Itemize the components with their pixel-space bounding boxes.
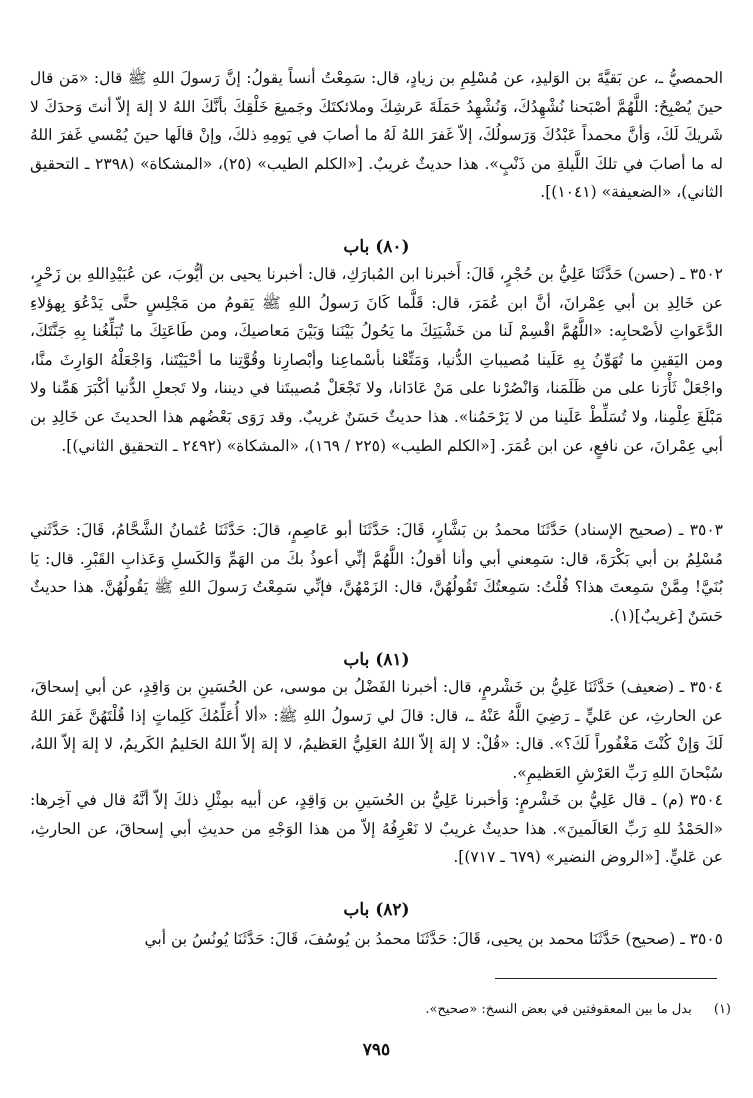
hadith-3504: ٣٥٠٤ ـ (ضعيف) حَدَّثَنَا عَلِيُّ بن خَشْرمٍ، قال: أخبرنا الفَضْلُ بن موسى، عن الحُسَينِ بن وَاقِدٍ، عن أبي إسحاقَ، عن الحارثِ، عن عَليٍّ ـ رَضِيَ اللَّهُ عَنْهُ ـ، قال: قالَ لي رَسولُ اللهِ ﷺ: «ألا أُعَلِّمُكَ كَلِماتٍ إذا قُلْتَهُنَّ غَفرَ اللهُ لَكَ وَإنْ كُنْتَ مَغْفُوراً لَكَ؟». قال: «قُلْ: لا إلهَ إلاّ اللهُ العَلِيُّ العَظيمُ، لا إلهَ إلاّ اللهُ الحَليمُ الكَريمُ، لا إلهَ إلاّ اللهُ، سُبْحانَ اللهِ رَبِّ العَرْشِ العَظيمِ». [30,678,723,782]
hadith-3502: ٣٥٠٢ ـ (حسن) حَدَّثَنَا عَلِيُّ بن حُجْرٍ، قَالَ: أَخبرنا ابن المُبارَكِ، قال: أخبرنا يحيى بن أيُّوبَ، عن عُبَيْدِاللهِ بن زَحْرٍ، عن خَالِدِ بن أبي عِمْرانَ، أنَّ ابن عُمَرَ، قال: قَلَّما كَانَ رَسولُ اللهِ ﷺ يَقومُ من مَجْلِسٍ حتَّى يَدْعُوَ بِهؤلاءِ الدَّعَواتِ لأصْحابِه: «اللَّهُمَّ اقْسِمْ لَنا من خَشْيَتِكَ ما يَحُولُ بَيْنَنا وَبَيْنَ مَعاصيكَ، ومن طَاعَتِكَ ما تُبَلِّغُنا بِهِ جَنَّتَكَ، ومن اليَقينِ ما تُهَوِّنُ بِهِ عَلَينا مُصيباتِ الدُّنيا، وَمَتِّعْنا بأسْماعِنا وأبْصارِنا وقُوَّتِنا ما أحْيَيْتَنا، وَاجْعَلْهُ الوَارِثَ منَّا، واجْعَلْ ثَأْرَنا على من ظَلَمَنا، وَانْصُرْنا على مَنْ عَادَانا، ولا تَجْعَلْ مُصيبتَنا في ديننا، ولا تَجعلِ الدُّنيا أكْبَرَ هَمِّنا ولا مَبْلَغَ عِلْمِنا، ولا تُسَلِّطْ عَلَينا من لا يَرْحَمُنا». هذا حديثٌ حَسَنٌ غريبٌ. وقد رَوَى بَعْضُهم هذا الحديثَ عن خَالِدِ بن أبي عِمْرانَ، عن نافعٍ، عن ابن عُمَرَ. [«الكلم الطيب» (٢٢٥ / ١٦٩)، «المشكاة» (٢٤٩٢ ـ التحقيق الثاني)]. [30,265,723,455]
chapter-heading-81: (٨١) باب [343,650,410,670]
footnote-text: بدل ما بين المعقوفتين في بعض النسخ: «صحيح». [425,1002,692,1017]
hadith-text-continued: الحمصيُّ ـ، عن بَقيَّةَ بن الوَليدِ، عن مُسْلِمِ بن زيادٍ، قال: سَمِعْتُ أنساً يقولُ: إنَّ رَسولَ اللهِ ﷺ قال: «مَن قال حينَ يُصْبِحُ: اللَّهُمَّ أصْبَحنا نُشْهِدُكَ، وَنُشْهِدُ حَمَلَةَ عَرشِكَ وملائكتَكَ وجَميعَ خَلْقِكَ بأنَّكَ اللهُ لا إلهَ إلاّ أنتَ وَحدَكَ لا شَريكَ لَكَ، وَأنَّ محمداً عَبْدُكَ وَرَسولُكَ، إلاّ غَفرَ اللهُ لَهُ ما أصابَ في يَومِهِ ذلكَ، وإنْ قالَها حينَ يُمْسي غَفرَ اللهُ له ما أصابَ في تلكَ اللَّيلةِ من ذَنْبٍ». هذا حديثٌ غريبٌ. [«الكلم الطيب» (٢٥)، «المشكاة» (٢٣٩٨ ـ التحقيق الثاني)، «الضعيفة» (١٠٤١)]. [30,69,724,202]
chapter-heading-80: (٨٠) باب [343,237,410,257]
page-number: ٧٩٥ [362,1040,391,1060]
chapter-heading-82: (٨٢) باب [343,900,410,920]
footnote [425,1000,731,1020]
footnote-marker: (١) [713,1002,731,1017]
hadith-3505: ٣٥٠٥ ـ (صحيح) حَدَّثَنَا محمد بن يحيى، قَالَ: حَدَّثَنَا محمدُ بن يُوسُفَ، قَالَ: حَدَّثَنَا يُونُسُ بن أبي [144,930,723,948]
hadith-3504-m: ٣٥٠٤ (م) ـ قال عَلِيُّ بن خَشْرمٍ: وَأخبرنا عَلِيُّ بن الحُسَينِ بن وَاقِدٍ، عن أبيه بمِثْلِ ذلكَ إلاّ أنَّهُ قال في آخِرها: «الحَمْدُ للهِ رَبِّ العَالَمينَ». هذا حديثٌ غريبٌ لا نَعْرِفُهُ إلاّ من هذا الوَجْهِ من حديثِ أبي إسحاقَ، عن الحارثِ، عن عَليٍّ. [«الروض النضير» (٦٧٩ ـ ٧١٧)]. [30,791,723,867]
hadith-3503: ٣٥٠٣ ـ (صحيح الإسناد) حَدَّثَنَا محمدُ بن بَشَّارٍ، قَالَ: حَدَّثَنَا أبو عَاصِمٍ، قالَ: حَدَّثَنَا عُثمانُ الشَّحَّامُ، قَالَ: حَدَّثَني مُسْلِمُ بن أبي بَكْرَةَ، قال: سَمِعني أبي وأنا أقولُ: اللَّهُمَّ إنِّي أعوذُ بكَ من الهَمِّ وَالكَسلِ وَعَذابِ القَبْرِ. قال: يَا بُنَيَّ! مِمَّنْ سَمِعتَ هذا؟ قُلْتُ: سَمِعتُكَ تَقُولُهُنَّ، قال: الزَمْهُنَّ، فإنِّي سَمِعْتُ رَسولَ اللهِ ﷺ يَقُولُهُنَّ. هذا حديثٌ حَسَنٌ [غريبٌ](١). [30,521,723,625]
footnote-divider [495,978,717,979]
